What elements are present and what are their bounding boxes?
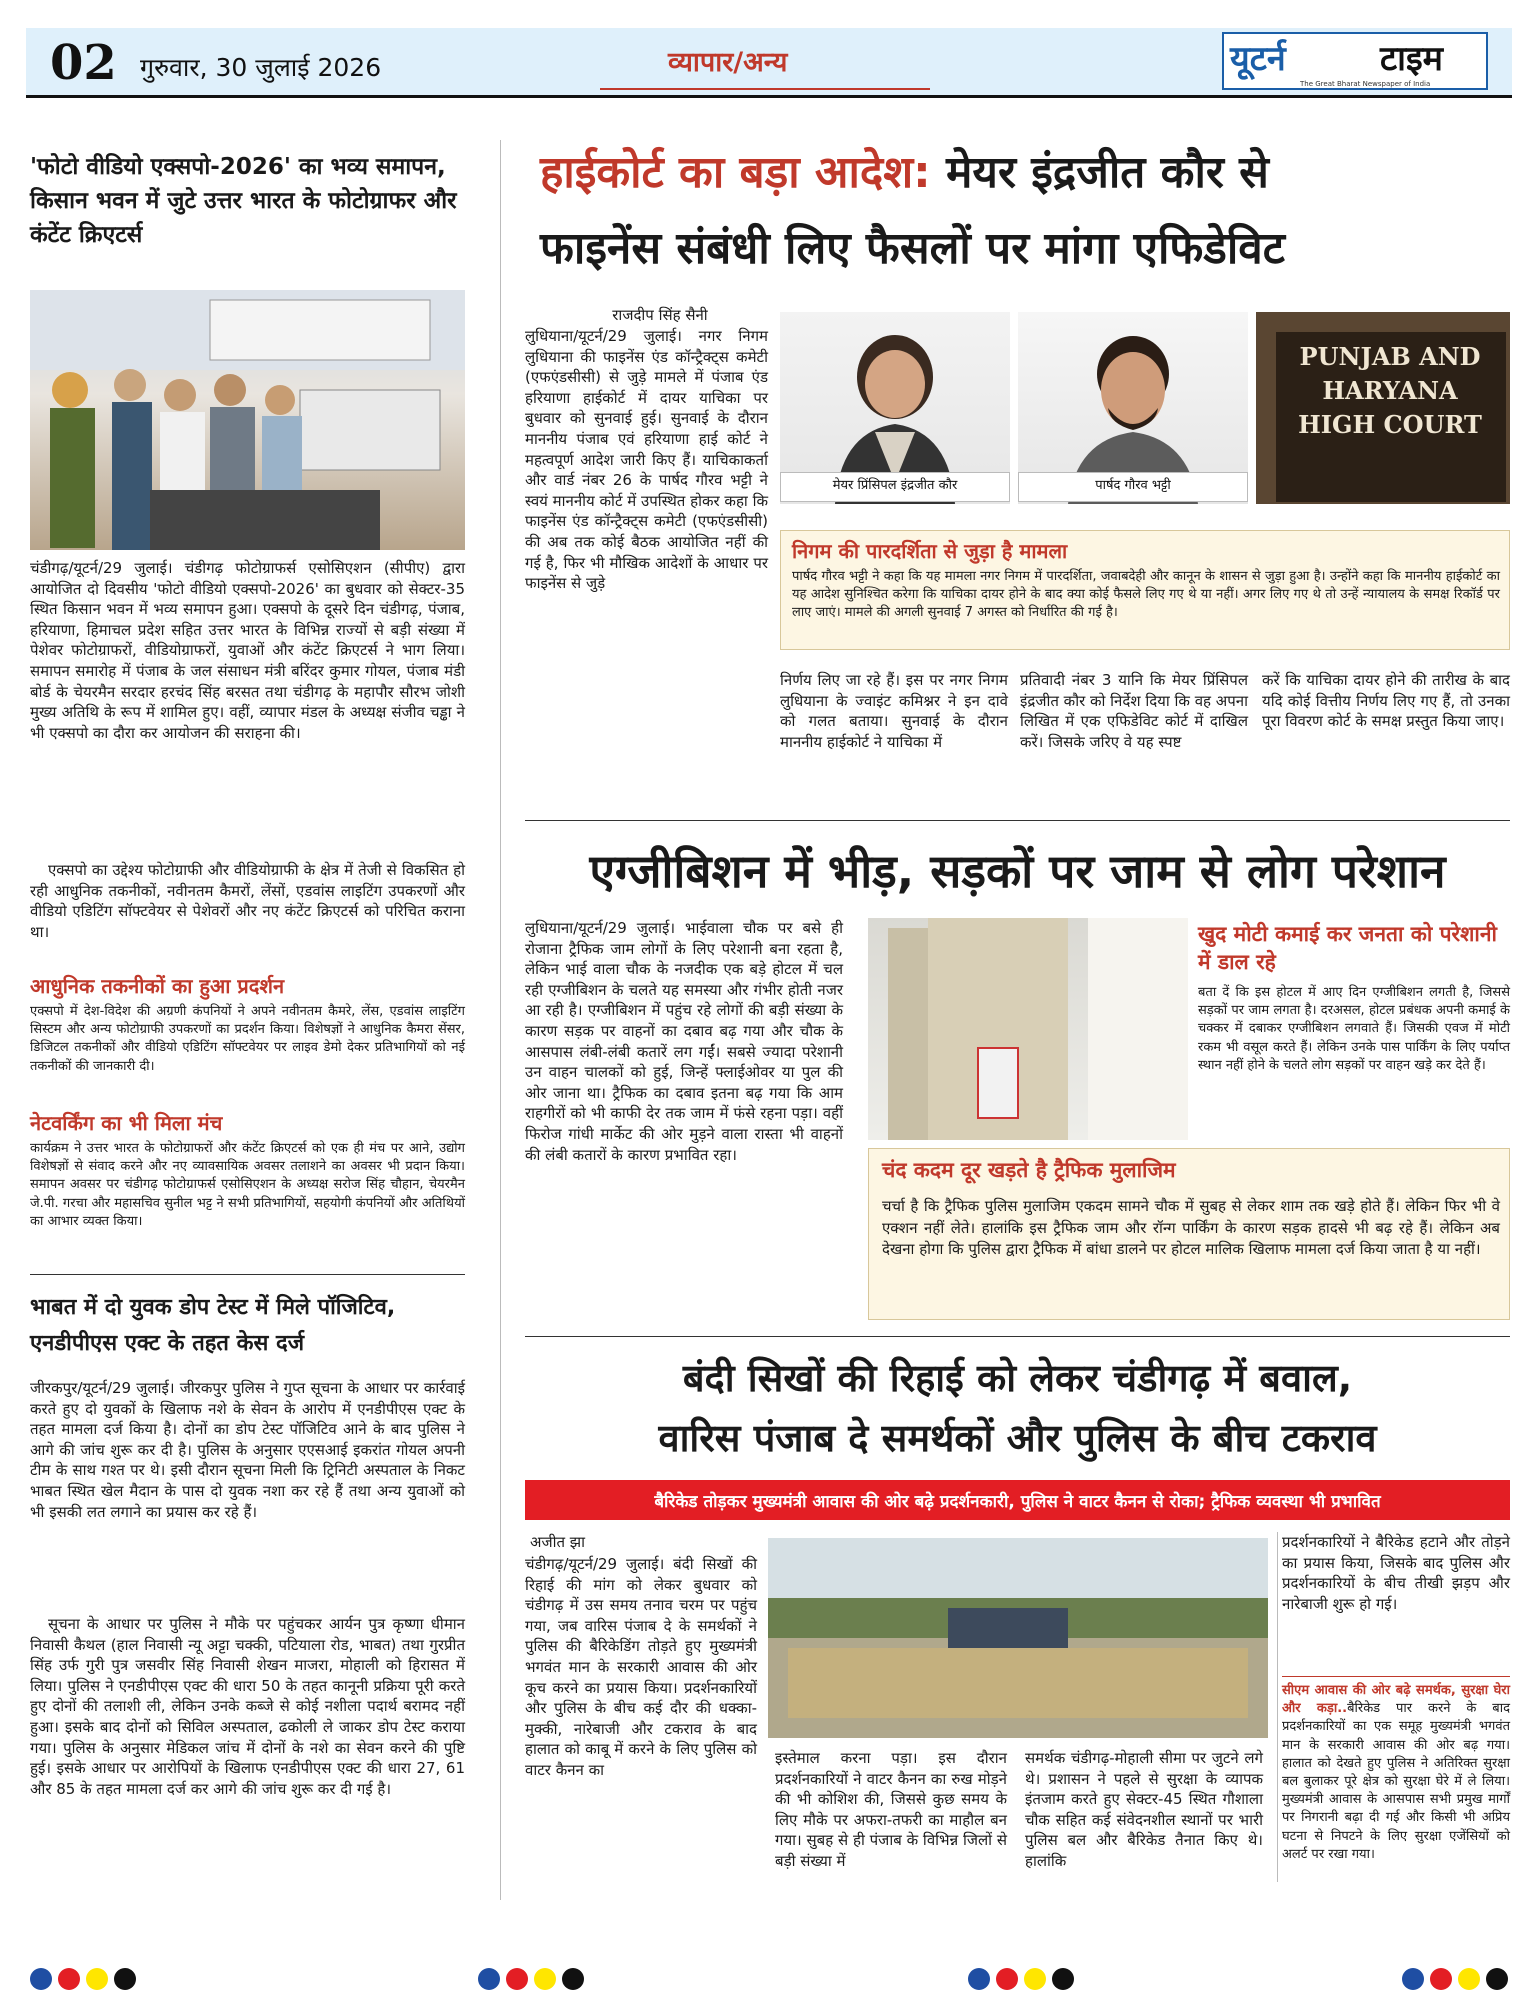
divider-story4	[525, 820, 1510, 821]
edition-date: गुरुवार, 30 जुलाई 2026	[140, 53, 382, 82]
story1-headline: 'फोटो वीडियो एक्सपो-2026' का भव्य समापन, किसान भवन में जुटे उत्तर भारत के फोटोग्राफर और कंटेंट क्रिएटर्स	[30, 154, 457, 248]
story5-col3: समर्थक चंडीगढ़-मोहाली सीमा पर जुटने लगे थे। प्रशासन ने पहले से सुरक्षा के व्यापक इंतजाम करते हुए सेक्टर-45 स्थित गौशाला चौक सहित कई संवेदनशील स्थानों पर भारी पुलिस बल और बैरिकेड तैनात किए थे। हालांकि	[1025, 1749, 1263, 1870]
story5-body: चंडीगढ़/यूटर्न/29 जुलाई। बंदी सिखों की रिहाई की मांग को लेकर बुधवार को चंडीगढ़ में उस समय तनाव चरम पर पहुंच गया, जब वारिस पंजाब दे के समर्थकों ने पुलिस की बैरिकेडिंग तोड़ते हुए मुख्यमंत्री भगवंत मान के सरकारी आवास की ओर कूच करने का प्रयास किया। प्रदर्शनकारियों और पुलिस के बीच कई दौर की धक्का-मुक्की, नारेबाजी और टकराव के बाद हालात को काबू में करने के लिए पुलिस को वाटर कैनन का	[525, 1555, 757, 1779]
expo-photo-illustration	[30, 290, 465, 550]
protest-crowd-illustration	[768, 1538, 1268, 1738]
story3-col4: करें कि याचिका दायर होने की तारीख के बाद यदि कोई वित्तीय निर्णय लिए गए हैं, तो उनका पूरा विवरण कोर्ट के समक्ष प्रस्तुत किया जाए।	[1262, 671, 1510, 731]
reg-dot-blue	[1402, 1968, 1424, 1990]
story3-headline-black1: मेयर इंद्रजीत कौर से	[946, 147, 1269, 198]
reg-dot-yellow	[86, 1968, 108, 1990]
column-rule	[500, 140, 501, 1900]
reg-dot-black	[1486, 1968, 1508, 1990]
reg-dot-yellow	[1458, 1968, 1480, 1990]
story5-sub	[1282, 1682, 1510, 1864]
story2-body2: सूचना के आधार पर पुलिस ने मौके पर पहुंचकर आर्यन पुत्र कृष्णा धीमान निवासी कैथल (हाल निवासी न्यू अट्टा चक्की, पटियाला रोड, भाबत) तथा गुरप्रीत सिंह उर्फ गुरी पुत्र जसवीर सिंह निवासी शेखन माजरा, मोहाली को हिरासत में लिया। पुलिस ने एनडीपीएस एक्ट की धारा 50 के तहत कानूनी प्रक्रिया पूरी करते हुए दोनों की तलाशी ली, लेकिन उनके कब्जे से कोई नशीला पदार्थ बरामद नहीं हुआ। इसके बाद दोनों को सिविल अस्पताल, ढकोली ले जाकर डोप टेस्ट कराया गया। पुलिस के अनुसार मेडिकल जांच में दोनों के नशे का सेवन करने की पुष्टि हुई। इसके आधार पर आरोपियों के खिलाफ एनडीपीएस एक्ट की धारा 27, 61 और 85 के तहत मामला दर्ज कर आगे की जांच शुरू कर दी गई है।	[30, 1615, 465, 1798]
protest-photo	[768, 1538, 1268, 1738]
reg-dot-yellow	[534, 1968, 556, 1990]
story3-byline: राजदीप सिंह सैनी	[612, 306, 708, 324]
story4-box-title: चंद कदम दूर खड़ते है ट्रैफिक मुलाजिम	[882, 1158, 1176, 1182]
reg-dot-blue	[968, 1968, 990, 1990]
story2-body1: जीरकपुर/यूटर्न/29 जुलाई। जीरकपुर पुलिस ने गुप्त सूचना के आधार पर कार्रवाई करते हुए दो युवकों के खिलाफ नशे के सेवन के आरोप में एनडीपीएस एक्ट के तहत मामला दर्ज किया है। दोनों का डोप टेस्ट पॉजिटिव आने के बाद पुलिस ने आगे की जांच शुरू कर दी है। पुलिस के अनुसार एएसआई इकरांत गोयल अपनी टीम के साथ गश्त पर थे। इसी दौरान सूचना मिली कि ट्रिनिटी अस्पताल के निकट भाबत स्थित खेल मैदान के पास दो युवक नशा कर रहे हैं तथा अन्य युवाओं को भी इसकी लत लगाने का प्रयास कर रहे हैं।	[30, 1379, 465, 1521]
reg-dot-red	[1430, 1968, 1452, 1990]
story5-headline1: बंदी सिखों की रिहाई को लेकर चंडीगढ़ में बवाल,	[682, 1356, 1353, 1400]
story5-sub-title: सीएम आवास की ओर बढ़े समर्थक, सुरक्षा घेरा और कड़ा..	[1282, 1683, 1510, 1717]
reg-dot-yellow	[1024, 1968, 1046, 1990]
traffic-cop-illustration	[868, 918, 1188, 1140]
story3-box-text: पार्षद गौरव भट्टी ने कहा कि यह मामला नगर निगम में पारदर्शिता, जवाबदेही और कानून के शासन से जुड़ा हुआ है। उन्होंने कहा कि माननीय हाईकोर्ट का यह आदेश सुनिश्चित करेगा कि याचिका दायर होने के बाद क्या कोई फैसले लिए गए थे या नहीं। अगर लिए गए थे तो उन्हें न्यायालय के समक्ष रिकॉर्ड पर लाए जाएं। मामले की अगली सुनवाई 7 अगस्त को निर्धारित की गई है।	[792, 569, 1500, 621]
story1-body1: चंडीगढ़/यूटर्न/29 जुलाई। चंडीगढ़ फोटोग्राफर्स एसोसिएशन (सीपीए) द्वारा आयोजित दो दिवसीय 'फोटो वीडियो एक्सपो-2026' का बुधवार को सेक्टर-35 स्थित किसान भवन में भव्य समापन हुआ। एक्सपो के दूसरे दिन चंडीगढ़, पंजाब, हरियाणा, हिमाचल प्रदेश सहित उत्तर भारत के विभिन्न राज्यों से बड़ी संख्या में पेशेवर फोटोग्राफरों, वीडियोग्राफरों, युवाओं और कंटेंट क्रिएटर्स ने भाग लिया। समापन समारोह में पंजाब के जल संसाधन मंत्री बरिंदर कुमार गोयल, पंजाब मंडी बोर्ड के चेयरमैन सरदार हरचंद सिंह बरसत तथा चंडीगढ़ के महापौर सौरभ जोशी मुख्य अतिथि के रूप में शामिल हुए। वहीं, व्यापार मंडल के अध्यक्ष संजीव चड्ढा ने भी एक्सपो का दौरा कर आयोजन की सराहना की।	[30, 559, 465, 742]
story1-subhead2: नेटवर्किंग का भी मिला मंच	[30, 1111, 223, 1135]
section-underline	[600, 88, 930, 90]
story3-headline-red: हाईकोर्ट का बड़ा आदेश:	[540, 147, 931, 198]
story3-col3: प्रतिवादी नंबर 3 यानि कि मेयर प्रिंसिपल इंद्रजीत कौर को निर्देश दिया कि वह अपना लिखित में एक एफिडेविट कोर्ट में दाखिल करें। जिसके जरिए वे यह स्पष्ट	[1020, 671, 1248, 751]
logo-tagline: The Great Bharat Newspaper of India	[1300, 80, 1431, 88]
story4-box-text: चर्चा है कि ट्रैफिक पुलिस मुलाजिम एकदम सामने चौक में सुबह से लेकर शाम तक खड़े होते हैं। लेकिन फिर भी वे एक्शन नहीं लेते। हालांकि इस ट्रैफिक जाम और रॉन्ग पार्किंग के कारण सड़क हादसे भी बढ़ रहे हैं। लेकिन अब देखना होगा कि पुलिस द्वारा ट्रैफिक में बांधा डालने पर होटल मालिक खिलाफ मामला दर्ज किया जाता है या नहीं।	[882, 1197, 1500, 1258]
story1-sub2-text: कार्यक्रम ने उत्तर भारत के फोटोग्राफरों और कंटेंट क्रिएटर्स को एक ही मंच पर आने, उद्योग विशेषज्ञों से संवाद करने और नए व्यावसायिक अवसर तलाशने का अवसर भी प्रदान किया। समापन अवसर पर चंडीगढ़ फोटोग्राफर्स एसोसिएशन के अध्यक्ष सरोज सिंह चौहान, चेयरमैन जे.पी. गरचा और महासचिव सुनील भट्ट ने सभी प्रतिभागियों, सहयोगी कंपनियों और अतिथियों का आभार व्यक्त किया।	[30, 1141, 465, 1229]
story5-col2: इस्तेमाल करना पड़ा। इस दौरान प्रदर्शनकारियों ने वाटर कैनन का रुख मोड़ने की भी कोशिश की, जिससे कुछ समय के लिए मौके पर अफरा-तफरी का माहौल बन गया। सुबह से ही पंजाब के विभिन्न जिलों से बड़ी संख्या में	[775, 1749, 1007, 1870]
story4-headline: एग्जीबिशन में भीड़, सड़कों पर जाम से लोग परेशान	[589, 844, 1446, 898]
expo-photo	[30, 290, 465, 550]
mayor-caption: मेयर प्रिंसिपल इंद्रजीत कौर	[780, 472, 1010, 502]
reg-dot-blue	[30, 1968, 52, 1990]
story3-box-title: निगम की पारदर्शिता से जुड़ा है मामला	[792, 539, 1068, 563]
story1-body2: एक्सपो का उद्देश्य फोटोग्राफी और वीडियोग्राफी के क्षेत्र में तेजी से विकसित हो रही आधुनिक तकनीकों, नवीनतम कैमरों, लेंसों, एडवांस लाइटिंग उपकरणों और वीडियो एडिटिंग सॉफ्टवेयर से पेशेवरों और नए कंटेंट क्रिएटर्स को परिचित कराना था।	[30, 861, 465, 941]
logo-text-part2: टाइम	[1380, 39, 1443, 79]
reg-dot-red	[58, 1968, 80, 1990]
reg-dot-red	[996, 1968, 1018, 1990]
story4-side-title: खुद मोटी कमाई कर जनता को परेशानी में डाल रहे	[1198, 922, 1497, 974]
story1-subhead1: आधुनिक तकनीकों का हुआ प्रदर्शन	[30, 974, 285, 998]
story3-body: लुधियाना/यूटर्न/29 जुलाई। नगर निगम लुधियाना की फाइनेंस एंड कॉन्ट्रैक्ट्स कमेटी (एफएंडसीसी) से जुड़े मामले में पंजाब एंड हरियाणा हाईकोर्ट में दायर याचिका पर बुधवार को सुनवाई हुई। सुनवाई के दौरान माननीय पंजाब एवं हरियाणा हाई कोर्ट ने महत्वपूर्ण आदेश जारी किए हैं। याचिकाकर्ता और वार्ड नंबर 26 के पार्षद गौरव भट्टी ने स्वयं माननीय कोर्ट में उपस्थित होकर कहा कि फाइनेंस एंड कॉन्ट्रैक्ट्स कमेटी (एफएंडसीसी) की अब तक कोई बैठक आयोजित नहीं की गई है, फिर भी मौखिक आदेशों के आधार पर फाइनेंस से जुड़े	[525, 327, 768, 593]
logo-text-part1: यूटर्न	[1230, 39, 1286, 79]
story5-col4: प्रदर्शनकारियों ने बैरिकेड हटाने और तोड़ने का प्रयास किया, जिसके बाद पुलिस और प्रदर्शनकारियों के बीच तीखी झड़प और नारेबाजी शुरू हो गई।	[1282, 1533, 1510, 1613]
councillor-caption: पार्षद गौरव भट्टी	[1018, 472, 1248, 502]
story5-headline2: वारिस पंजाब दे समर्थकों और पुलिस के बीच टकराव	[658, 1416, 1377, 1460]
traffic-police-photo	[868, 918, 1188, 1140]
story5-byline: अजीत झा	[530, 1533, 586, 1551]
story5-sub-text: बैरिकेड पार करने के बाद प्रदर्शनकारियों का एक समूह मुख्यमंत्री भगवंत मान के सरकारी आवास की ओर बढ़ गया। हालात को देखते हुए पुलिस ने अतिरिक्त सुरक्षा बल बुलाकर पूरे क्षेत्र को सुरक्षा घेरे में ले लिया। मुख्यमंत्री आवास के आसपास सभी प्रमुख मार्गों पर निगरानी बढ़ा दी गई और किसी भी अप्रिय घटना से निपटने के लिए सुरक्षा एजेंसियों को अलर्ट पर रखा गया।	[1282, 1701, 1510, 1862]
reg-dot-black	[114, 1968, 136, 1990]
story3-headline-line2: फाइनेंस संबंधी लिए फैसलों पर मांगा एफिडेविट	[540, 223, 1285, 274]
reg-dot-black	[1052, 1968, 1074, 1990]
divider-story5	[525, 1336, 1510, 1337]
reg-dot-red	[506, 1968, 528, 1990]
story4-body: लुधियाना/यूटर्न/29 जुलाई। भाईवाला चौक पर बसे ही रोजाना ट्रैफिक जाम लोगों के लिए परेशानी बना रहता है, लेकिन भाई वाला चौक के नजदीक एक बड़े होटल में चल रही एग्जीबिशन के चलते यह समस्या और गंभीर होती नजर आ रही है। एग्जीबिशन में पहुंच रहे लोगों की बड़ी संख्या के कारण सड़क पर वाहनों का दबाव बढ़ गया और चौक के आसपास लंबी-लंबी कतारें लग गईं। सबसे ज्यादा परेशानी उन वाहन चालकों को हुई, जिन्हें फ्लाईओवर या पुल की ओर जाना था। ट्रैफिक का दबाव इतना बढ़ गया कि आम राहगीरों को भी काफी देर तक जाम में फंसे रहना पड़ा। वहीं फिरोज गांधी मार्केट की ओर मुड़ने वाला रास्ता भी वाहनों की लंबी कतारों के कारण प्रभावित रहा।	[525, 919, 843, 1164]
column-rule-right	[1277, 1532, 1278, 1882]
divider-left	[30, 1274, 465, 1275]
story1-sub1-text: एक्सपो में देश-विदेश की अग्रणी कंपनियों ने अपने नवीनतम कैमरे, लेंस, एडवांस लाइटिंग सिस्टम और अन्य फोटोग्राफी उपकरणों का प्रदर्शन किया। विशेषज्ञों ने आधुनिक कैमरा सेंसर, डिजिटल तकनीकों और वीडियो एडिटिंग सॉफ्टवेयर पर लाइव डेमो देकर प्रतिभागियों को नई तकनीकों की जानकारी दी।	[30, 1004, 465, 1074]
page-number: 02	[50, 35, 117, 91]
story3-headline-line1	[540, 140, 1510, 206]
story4-side-text: बता दें कि इस होटल में आए दिन एग्जीबिशन लगती है, जिससे सड़कों पर जाम लगता है। दरअसल, होटल प्रबंधक अपनी कमाई के चक्कर में दबाकर एग्जीबिशन लगवाते हैं। जिसकी एवज में मोटी रकम भी वसूल करते हैं। लेकिन उनके पास पार्किंग के लिए पर्याप्त स्थान नहीं होने के चलते लोग सड़कों पर वाहन खड़े कर देते हैं।	[1198, 985, 1510, 1073]
story5-strap: बैरिकेड तोड़कर मुख्यमंत्री आवास की ओर बढ़े प्रदर्शनकारी, पुलिस ने वाटर कैनन से रोका; ट्रैफिक व्यवस्था भी प्रभावित	[654, 1492, 1381, 1512]
story2-headline: भाबत में दो युवक डोप टेस्ट में मिले पॉजिटिव, एनडीपीएस एक्ट के तहत केस दर्ज	[30, 1295, 396, 1356]
section-title: व्यापार/अन्य	[668, 47, 788, 78]
court-sign-text: PUNJAB AND HARYANA HIGH COURT	[1298, 342, 1482, 439]
reg-dot-black	[562, 1968, 584, 1990]
story3-col2: निर्णय लिए जा रहे हैं। इस पर नगर निगम लुधियाना के ज्वाइंट कमिश्नर ने इन दावे को गलत बताया। सुनवाई के दौरान माननीय हाईकोर्ट ने याचिका में	[780, 671, 1008, 751]
reg-dot-blue	[478, 1968, 500, 1990]
story5-sub-rule	[1282, 1676, 1510, 1677]
